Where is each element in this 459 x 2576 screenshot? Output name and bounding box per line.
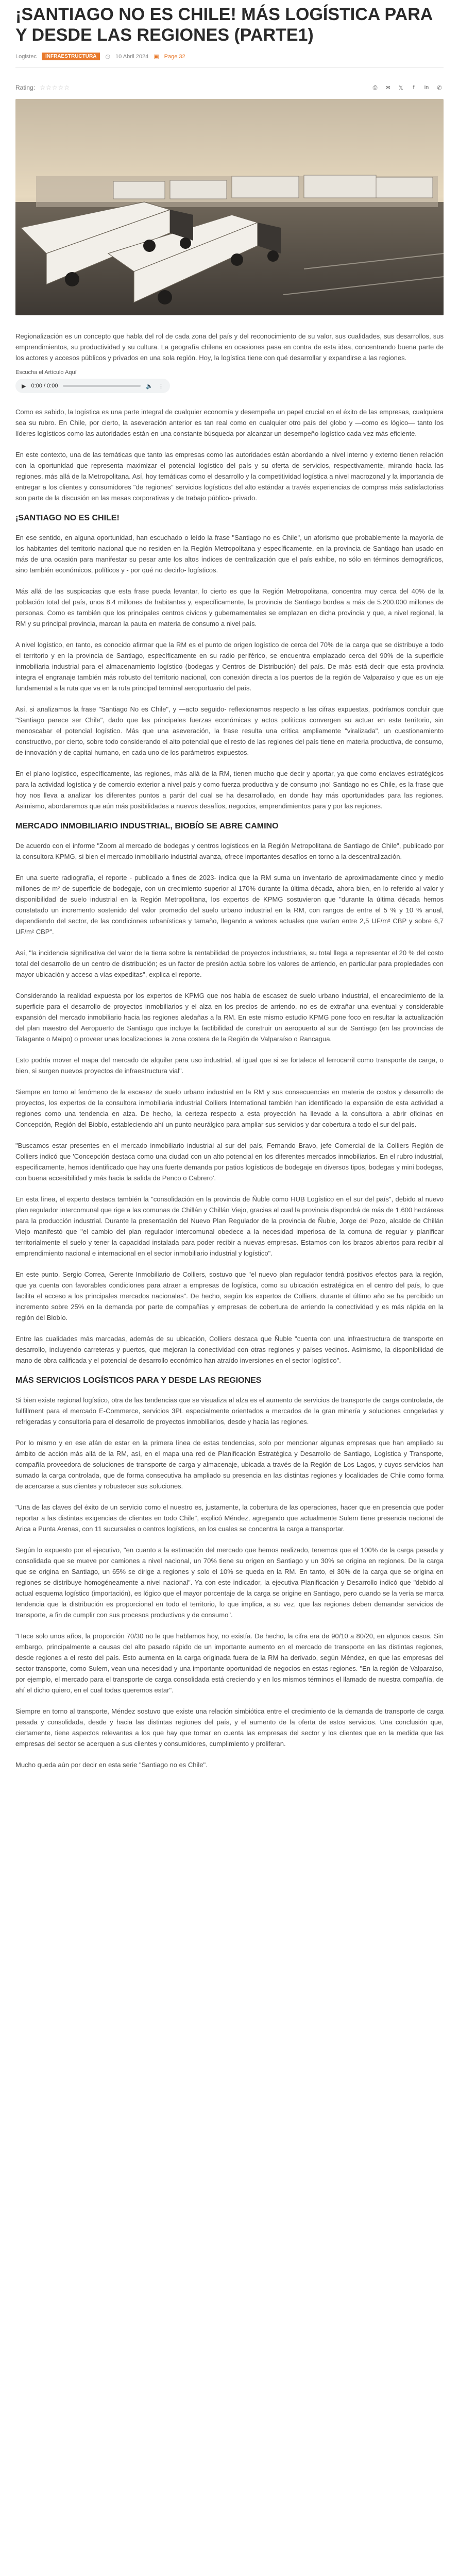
body-paragraph: "Buscamos estar presentes en el mercado inmobiliario industrial al sur del país, Fernando Bravo, jefe Comercial de la Colliers Región de Colliers indicó que 'Concepción destaca como una ciudad con un alto potencial en los diferentes mercados inmobiliarios. En el rubro industrial, específicamente, hemos identificado que hay una fuerte demanda por patios logísticos de bodegaje en diversos tipos, bodegas y mini bodegas, con buena accesibilidad y más hacia la salida de Penco o Cabrero'. [15, 1142, 444, 1182]
body-paragraph: En este contexto, una de las temáticas que tanto las empresas como las autoridades están abordando a nivel interno y externo tienen relación con la oportunidad que representa maximizar el potencial logístico del país y su oferta de servicios, respectivamente, mirando hacia las regiones, más allá de la Metropolitana. Así, hoy temáticas como el desarrollo y la competitividad logística a nivel macrozonal y la importancia de entregar a los clientes y consumidores "de regiones" servicios logísticos del alto estándar a través experiencias de compras más satisfactorias son parte de la discusión en las mesas corporativas y de trabajo público- privado. [15, 451, 444, 502]
body-paragraph: Como es sabido, la logística es una parte integral de cualquier economía y desempeña un papel crucial en el éxito de las empresas, cualquiera sea su rubro. En Chile, por cierto, la aseveración anterior es tan real como en cualquier otro país del globo y —como es lógico— tanto los líderes logísticos como las autoridades están en una constante búsqueda por alcanzar un desempeño logístico cada vez más eficiente. [15, 408, 444, 437]
rating [15, 84, 70, 91]
calendar-icon: ◷ [105, 54, 111, 60]
section-heading: MERCADO INMOBILIARIO INDUSTRIAL, BIOBÍO SE ABRE CAMINO [15, 822, 279, 831]
body-paragraph: "Hace solo unos años, la proporción 70/30 no le que hablamos hoy, no existía. De hecho, la cifra era de 90/10 a 80/20, en algunos casos. Sin embargo, principalmente a causas del alto pasado rápido de un importante aumento en el mercado de transporte en las distintas regiones, desde regiones a el resto del país. Esto aumenta en la carga originada fuera de la RM ha derivado, según Méndez, en que las empresas del sector transporte, como Sulem, vean una necesidad y una importante oportunidad de negocios en estas regiones. "En la región de Valparaíso, por ejemplo, el mercado para el transporte de carga consolidada está creciendo y en los mismos términos el llamado de nuestra compañía, de ahí el dicho quiero, en el cual todas queremos estar". [15, 1632, 444, 1694]
more-icon[interactable]: ⋮ [158, 383, 164, 389]
article-comments[interactable]: Page 32 [164, 53, 185, 60]
body-paragraph: Según lo expuesto por el ejecutivo, "en cuanto a la estimación del mercado que hemos realizado, tenemos que el 100% de la carga pesada y consolidada que se mueve por camiones a nivel nacional, un 70% tiene su origen en Santiago y un 30% se origina en regiones. De la carga que se origina en Santiago, un 65% se dirige a regiones y solo el 10% se queda en la RM. En tanto, el 30% de la carga que se origina en regiones se distribuye homogéneamente a nivel nacional". Ya con este indicador, la ejecutiva Planificación y Desarrollo indicó que "debido al actual esquema logístico (importación), es lógico que el mayor porcentaje de la carga se origine en Santiago, pero cuando se la vería se marca tendencia que la distribución es proporcional en todo el territorio, lo que implica, a su vez, que las regiones deben demandar servicios de transporte, a fin de cumplir con sus procesos productivos y de consumo". [15, 1546, 444, 1619]
audio-player[interactable] [15, 379, 170, 393]
rating-label: Rating: [15, 84, 36, 91]
body-paragraph: Esto podría mover el mapa del mercado de alquiler para uso industrial, al igual que si se fortalece el ferrocarril como transporte de carga, o bien, si surgen nuevos proyectos de infraestructura vial". [15, 1056, 444, 1075]
audio-time: 0:00 / 0:00 [31, 383, 58, 389]
body-paragraph: "Una de las claves del éxito de un servicio como el nuestro es, justamente, la cobertura de las operaciones, hacer que en presencia que poder reportar a las distintas exigencias de clientes en todo Chile", explicó Méndez, agregando que actualmente Sulem tiene presencia nacional de Arica a Punta Arenas, con 11 sucursales o centros logísticos, en los cuales se concentra la carga a transportar. [15, 1503, 444, 1533]
body-paragraph: Así, "la incidencia significativa del valor de la tierra sobre la rentabilidad de proyectos industriales, su total llega a representar el 20 % del costo total del desarrollo de un centro de distribución; es un factor de presión actúa sobre los valores de arriendo, en particular para propiedades con mayor ubicación y acceso a vías expeditas", explica el reporte. [15, 949, 444, 978]
facebook-icon[interactable]: f [413, 84, 415, 91]
print-icon[interactable]: ⎙ [372, 84, 378, 91]
section-heading: ¡SANTIAGO NO ES CHILE! [15, 514, 120, 522]
share-bar [371, 83, 444, 92]
body-paragraph: Por lo mismo y en ese afán de estar en la primera línea de estas tendencias, solo por mencionar algunas empresas que han ampliado su ámbito de acción más allá de la RM, así, en el mapa una red de Planificación Estratégica y Desarrollo de Santiago, Logística y Transporte, compañía proveedora de soluciones de transporte de carga y almacenaje, ubicada a través de la Región de Los Lagos, y cuyos servicios han sumado la carga controlada, que de forma consecutiva ha ampliado su presencia en las distintas regiones y localidades de Chile como forma de acercarse a sus clientes y robustecer sus soluciones. [15, 1439, 444, 1490]
body-paragraph: En una suerte radiografía, el reporte - publicado a fines de 2023- indica que la RM suma un inventario de aproximadamente cinco y medio millones de m² de superficie de bodegaje, con un crecimiento superior al 170% durante la última década, ahora bien, en lo referido al valor y disponibilidad de suelo industrial en la Región Metropolitana, los expertos de KPMG sostuvieron que "durante la última década hemos constatado un incremento sostenido del valor promedio del suelo urbano industrial en la RM, con rangos de entre el 5 % y 10 % anual, dependiendo del sector, de las condiciones urbanísticas y tamaño, llegando a valores actuales que varían entre 2,5 UF/m² CBP y sobre 6,7 UF/m² CBP". [15, 874, 444, 936]
body-paragraph: Considerando la realidad expuesta por los expertos de KPMG que nos habla de escasez de suelo urbano industrial, el encarecimiento de la superficie para el desarrollo de proyectos inmobiliarios y el alza en los precios de arriendo, no es de extrañar una eventual y considerable expansión del mercado inmobiliario hacia las regiones aledañas a la RM. En este mismo estudio KPMG pone foco en resultar la actualización del plan maestro del Aeropuerto de Santiago que incluye la factibilidad de construir un aeropuerto al sur de Santiago (en las provincias de Talagante o Maipo) o proveer unas localizaciones la zona costera de la Región de Valparaíso o Rancagua. [15, 992, 444, 1043]
article-title: ¡SANTIAGO NO ES CHILE! MÁS LOGÍSTICA PARA Y DESDE LAS REGIONES (PARTE1) [15, 5, 433, 45]
body-paragraph: A nivel logístico, en tanto, es conocido afirmar que la RM es el punto de origen logístico de cerca del 70% de la carga que se distribuye a todo el territorio y en la provincia de Santiago, específicamente en su radio periférico, se encuentra emplazado cerca del 90% de la superficie inmobiliaria industrial para el almacenamiento logístico (bodegas y Centros de Distribución) del país. De más está decir que esta provincia integra el engranaje también más robusto del territorio nacional, con conexión directa a los puertos de la región de Valparaíso y que es un eje fundamental a la ruta que va en la ruta principal terminal aeroportuario del país. [15, 641, 444, 692]
body-paragraph: Más allá de las suspicacias que esta frase pueda levantar, lo cierto es que la Región Metropolitana, concentra muy cerca del 40% de la población total del país, unos 8.4 millones de habitantes y, específicamente, la provincia de Santiago bordea a más de 5.200.000 millones de personas. Como es también que los principales centros cívicos y gubernamentales se emplazan en dicha provincia y que, a nivel regional, la RM y su principal provincia, marcan la pauta en materia de consumo a nivel país. [15, 587, 444, 628]
comment-icon: ▣ [154, 54, 159, 60]
body-paragraph: Siempre en torno al fenómeno de la escasez de suelo urbano industrial en la RM y sus consecuencias en materia de costos y desarrollo de proyectos, los expertos de la consultora inmobiliaria industrial Colliers International también han identificado la expansión de esta actividad a regiones como una tendencia en alza. De hecho, la certeza respecto a esta proyección ha llevado a la consultora a abrir oficinas en Concepción, Región del Biobío, estableciendo ahí un punto neurálgico para ampliar sus servicios y dar cobertura a todo el sur del país. [15, 1088, 444, 1128]
body-paragraph: En ese sentido, en alguna oportunidad, han escuchado o leído la frase "Santiago no es Chile", un aforismo que probablemente la mayoría de los habitantes del territorio nacional que no residen en la Región Metropolitana y específicamente, en la provincia de Santiago han usado en más de una ocasión para manifestar su pesar ante los altos índices de centralización que el país exhibe, no sólo en términos demográficos, sino también económicos, políticos y - por qué no decirlo- logísticos. [15, 534, 444, 574]
body-paragraph: Siempre en torno al transporte, Méndez sostuvo que existe una relación simbiótica entre el crecimiento de la demanda de transporte de carga pesada y consolidada, desde y hacia las distintas regiones del país, y el aumento de la oferta de estos servicios. Una conclusión que, ciertamente, tiene aspectos relevantes a los que hay que tomar en cuenta las empresas del sector y los clientes que en la medida que las empresas del sector se acerquen a sus clientes y consumidores, cumplimiento y proliferan. [15, 1707, 444, 1748]
category-badge[interactable]: INFRAESTRUCTURA [42, 53, 100, 60]
whatsapp-icon[interactable]: ✆ [437, 84, 442, 91]
intro-paragraph: Regionalización es un concepto que habla del rol de cada zona del país y del reconocimiento de su valor, sus cualidades, sus desarrollos, sus emprendimientos, su productividad y su cultura. La geografía chilena en ocasiones pasa en contra de esta idea, concentrando buena parte de los actores y accesos públicos y privados en una sola región. Hoy, la logística tiene con qué desarrollar y expandirse a las regiones. [15, 332, 444, 362]
play-icon[interactable]: ▶ [22, 383, 26, 389]
section-heading: MÁS SERVICIOS LOGÍSTICOS PARA Y DESDE LAS REGIONES [15, 1376, 262, 1385]
audio-label: Escucha el Artículo Aquí [15, 369, 77, 376]
rating-stars[interactable]: ☆☆☆☆☆ [40, 84, 71, 91]
volume-icon[interactable]: 🔈 [146, 383, 153, 389]
body-paragraph: De acuerdo con el informe "Zoom al mercado de bodegas y centros logísticos en la Región Metropolitana de Santiago de Chile", publicado por la consultora KPMG, si bien el mercado inmobiliario industrial avanza, ofrece importantes desafíos en torno a la descentralización. [15, 842, 444, 860]
audio-progress-bar[interactable] [63, 385, 141, 387]
body-paragraph: Si bien existe regional logístico, otra de las tendencias que se visualiza al alza es el aumento de servicios de transporte de carga controlada, de fulfillment para el mercado E-Commerce, servicios 3PL especialmente orientados a mercados de la gran minería y soluciones congeladas y refrigeradas y consultoría para el desarrollo de proyectos inmobiliarios, desde y hacia las regiones. [15, 1396, 444, 1426]
body-paragraph: En este punto, Sergio Correa, Gerente Inmobiliario de Colliers, sostuvo que "el nuevo plan regulador tendrá positivos efectos para la región, que ya cuenta con favorables condiciones para atraer a empresas de logística, como su ubicación estratégica en el centro del país, lo que facilita el acceso a los principales mercados nacionales". De hecho, según los expertos de Colliers, durante el último año se ha percibido un incremento sobre 25% en la demanda por parte de compañías y empresas de cobertura de arriendo la conectividad y es más rápida en la región del Biobío. [15, 1270, 444, 1321]
body-paragraph: En el plano logístico, específicamente, las regiones, más allá de la RM, tienen mucho que decir y aportar, ya que como enclaves estratégicos para la actividad logística y de comercio exterior a nivel país y como fuerza productiva y de consumo ¡no! Santiago no es Chile, es la frase que hoy nos lleva a analizar los diferentes puntos a partir del cual se ha desarrollado, en donde hay más oportunidades para las regiones. Asimismo, abordaremos que aún más posibilidades a nuevos desafíos, negocios, emprendimientos para y por las regiones. [15, 770, 444, 810]
email-icon[interactable]: ✉ [385, 84, 390, 91]
twitter-icon[interactable]: 𝕏 [398, 84, 403, 91]
rating-share-row [15, 68, 444, 99]
trucks-at-terminal-image [15, 99, 444, 315]
body-paragraph: Entre las cualidades más marcadas, además de su ubicación, Colliers destaca que Ñuble "cuenta con una infraestructura de transporte en desarrollo, incluyendo carreteras y puertos, que mejoran la conectividad con otras regiones y países vecinos. Asimismo, la disponibilidad de mano de obra calificada y el potencial de desarrollo económico han atraído inversiones en el sector logístico". [15, 1335, 444, 1364]
article-meta [15, 53, 444, 68]
hero-image [15, 99, 444, 315]
article-date: 10 Abril 2024 [115, 53, 149, 60]
closing-paragraph: Mucho queda aún por decir en esta serie "Santiago no es Chile". [15, 1761, 208, 1769]
linkedin-icon[interactable]: in [424, 84, 429, 91]
body-paragraph: En esta línea, el experto destaca también la "consolidación en la provincia de Ñuble como HUB Logístico en el sur del país", debido al nuevo plan regulador intercomunal que rige a las comunas de Chillán y Chillán Viejo, gracias al cual la provincia dispondrá de más de 1.600 hectáreas para la producción industrial. Durante la presentación del Nuevo Plan Regulador de la provincia de Ñuble, Jorge del Pozo, alcalde de Chillán Viejo manifestó que "el cambio del plan regulador intercomunal obedece a la necesidad imperiosa de la comuna de regular y planificar territorialmente el suelo y tener la capacidad instalada para poder recibir a nuevas empresas. Estamos con los brazos abiertos para recibir al emprendimiento nacional e internacional en el sector inmobiliario industrial y logístico". [15, 1195, 444, 1257]
article-author[interactable]: Logistec [15, 53, 37, 60]
body-paragraph: Así, si analizamos la frase "Santiago No es Chile", y —acto seguido- reflexionamos respecto a las cifras expuestas, podríamos concluir que "Santiago parece ser Chile", dado que las principales fuerzas económicas y actos políticos convergen su actuar en este territorio, sin menoscabar el potencial logístico. Más que una aseveración, la frase resulta una crítica ampliamente "viralizada", un cuestionamiento constructivo, por cierto, sobre todo considerando el alto potencial que el resto de las regiones del país tiene en materia productiva, de consumo, de innovación y de capital humano, en cada uno de los parámetros expuestos. [15, 705, 444, 756]
